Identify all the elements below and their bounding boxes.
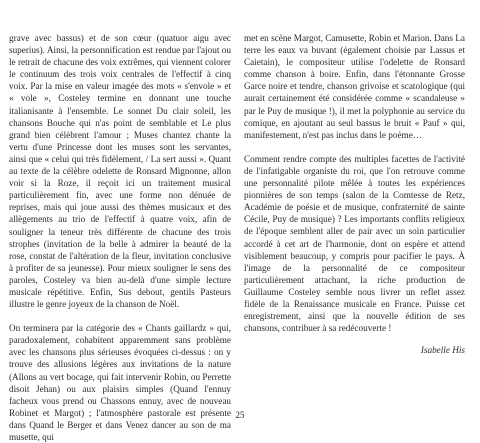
right-column <box>244 32 465 356</box>
right-paragraph-1: met en scène Margot, Camusette, Robin et Marion. Dans La terre les eaux va buvant (également choisie par Lassus et Caietain), le compositeur utilise l'odelette de Ronsard comme chanson à boire. Enfin, dans l'étonnante Grosse Garce noire et tendre, chanson grivoise et scatologique (qui aurait certainement été considérée comme « scandaleuse » par le Puy de musique !), il met la polyphonie au service du comique, en ajoutant au seul bassus le bruit « Pauf » qui, manifestement, n'est pas inclus dans le poème… <box>244 33 465 140</box>
page-number: 25 <box>235 410 245 420</box>
author-signature: Isabelle His <box>420 345 465 356</box>
left-paragraph-2: On terminera par la catégorie des « Chants gaillardz » qui, paradoxalement, cohabitent apparemment sans problème avec les chansons plus sérieuses évoquées ci-dessus : on y trouve des allusions légères aux invitations de la nature (Allons au vert bocage, qui fait intervenir Robin, ou Perrette disoit Jehan) ou aux plaisirs simples (Quand l'ennuy facheux vous prend ou Chassons ennuy, avec de nouveau Robinet et Margot) ; l'atmosphère pastorale est présente dans Quand le Berger et dans Venez dancer au son de ma musette, qui <box>9 323 231 442</box>
left-column <box>9 32 231 443</box>
right-paragraph-2: Comment rendre compte des multiples facettes de l'activité de l'infatigable organiste du roi, que l'on retrouve comme une personnalité pilote mêlée à toutes les expériences pionnières de son temps (salon de la Comtesse de Retz, Académie de poésie et de musique, confraternité de sainte Cécile, Puy de musique) ? Les importants conflits religieux de l'époque semblent aller de pair avec un soin particulier accordé à cet art de l'harmonie, dont on espère et attend visiblement beaucoup, y compris pour pacifier le pays. À l'image de la personnalité de ce compositeur particulièrement attachant, la riche production de Guillaume Costeley semble nous livrer un reflet assez fidèle de la Renaissance musicale en France. Puisse cet enregistrement, ainsi que la nouvelle édition de ses chansons, contribuer à sa redécouverte ! <box>244 153 465 334</box>
left-paragraph-1: grave avec bassus) et de son cœur (quatuor aigu avec superius). Ainsi, la personnification est rendue par l'ajout ou le retrait de chacune des voix extrêmes, qui viennent colorer le continuum des trois voix centrales de l'effectif à cinq voix. Par la mise en valeur imagée des mots « s'envole » et « vole », Costeley termine en donnant une touche italianisante à l'ensemble. Le sonnet Du clair soleil, les chansons Bouche qui n'as point de semblable et Le plus grand bien célèbrent l'amour ; Muses chantez chante la vertu d'une Princesse dont les muses sont les servantes, ainsi que « celui qui très fidèlement, / La sert aussi ». Quant au texte de la célèbre odelette de Ronsard Mignonne, allon voir si la Roze, il reçoit ici un traitement musical particulièrement fin, avec une forme non dénuée de reprises, mais qui joue aussi des thèmes musicaux et des allègements au trio de l'effectif à quatre voix, afin de souligner la teneur très différente de chacune des trois strophes (invitation de la belle à admirer la beauté de la rose, constat de l'altération de la fleur, invitation conclusive à profiter de sa jeunesse). Pour mieux souligner le sens des paroles, Costeley va bien au-delà d'une simple lecture musicale répétitive. Enfin, Sus debout, gentils Pasteurs illustre le genre joyeux de la chanson de Noël. <box>9 33 231 310</box>
